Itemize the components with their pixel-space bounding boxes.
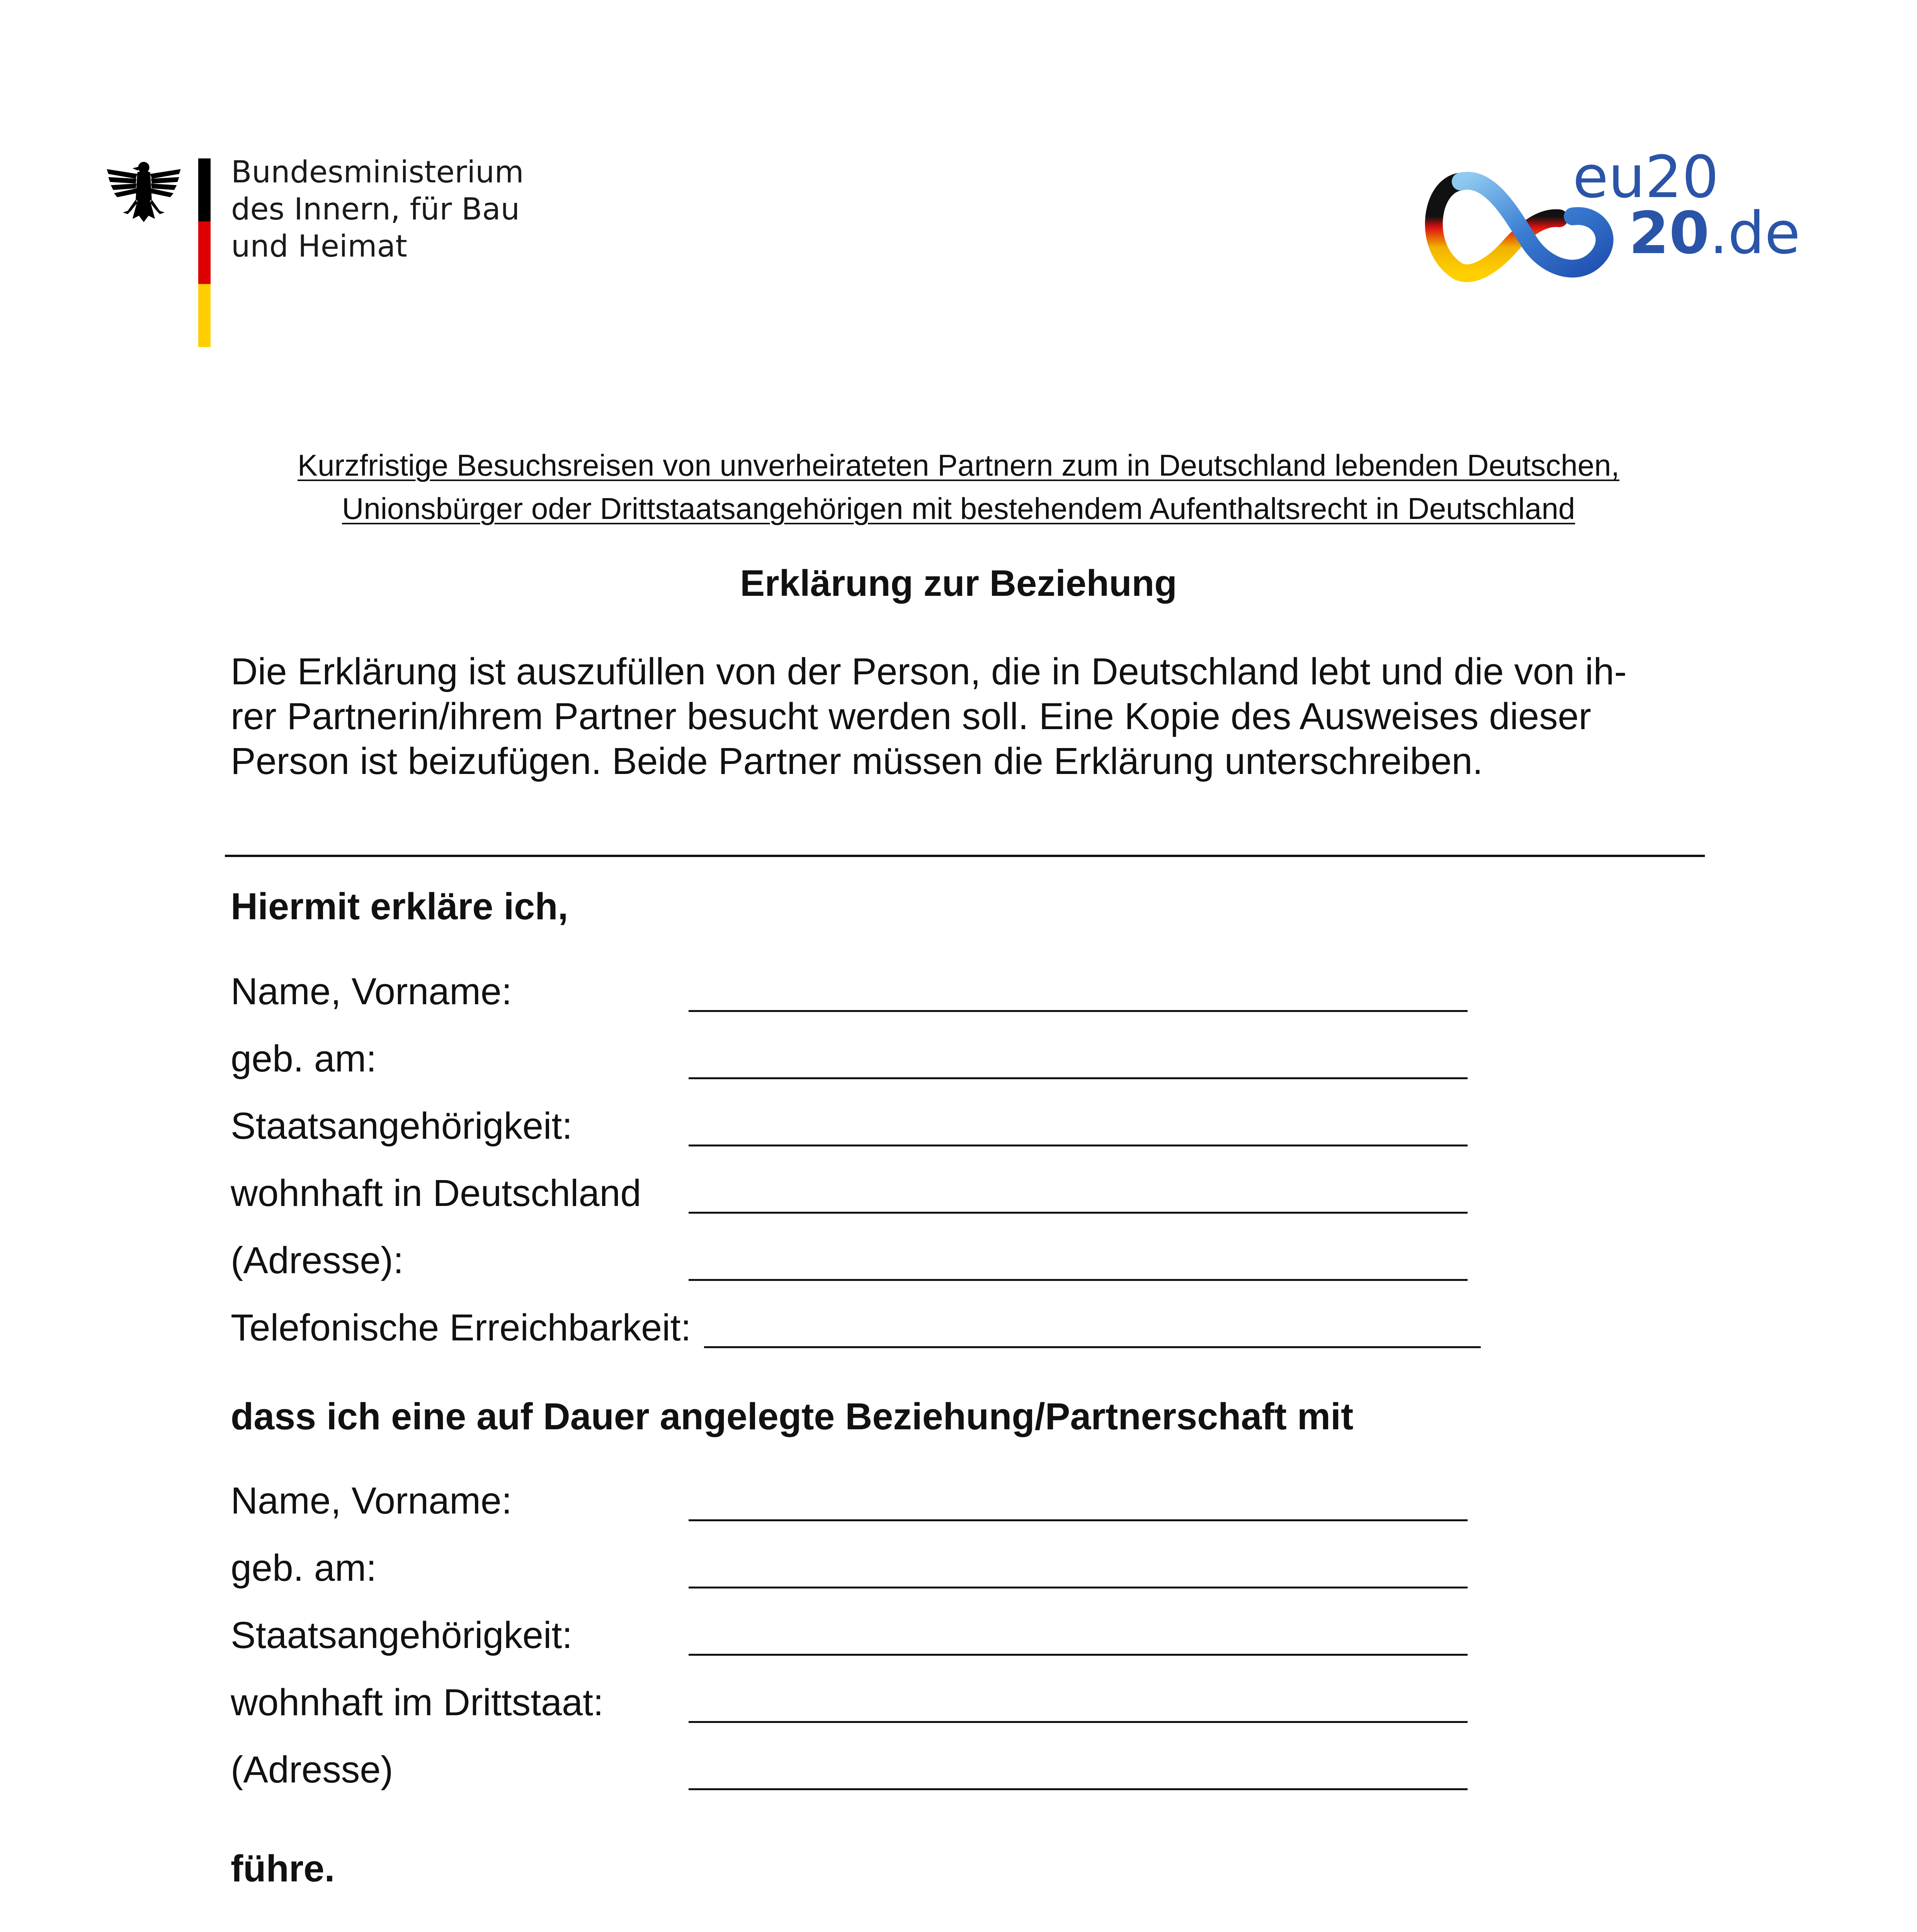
intro-line-3: Person ist beizufügen. Beide Partner müssen die Erklärung unterschreiben. [231,740,1483,782]
field-line-residence-germany[interactable] [689,1212,1468,1214]
partner-label-nationality: Staatsangehörigkeit: [231,1614,573,1656]
section1-heading: Hiermit erkläre ich, [231,885,568,927]
document-title: Erklärung zur Beziehung [740,563,1177,604]
field-label-name: Name, Vorname: [231,970,512,1012]
eu-logo-line2 [1629,200,1800,267]
separator-line [225,855,1705,857]
eu-logo-line2-bold: 20 [1629,200,1709,267]
partner-label-address: (Adresse) [231,1748,393,1791]
partner-label-birthdate: geb. am: [231,1547,377,1589]
partner-line-name[interactable] [689,1519,1468,1521]
eu-logo-line2-regular: .de [1709,200,1800,267]
partner-line-nationality[interactable] [689,1654,1468,1656]
field-line-address[interactable] [689,1279,1468,1281]
partner-label-residence-third-country: wohnhaft im Drittstaat: [231,1681,604,1723]
field-line-nationality[interactable] [689,1145,1468,1146]
ministry-line-2: des Innern, für Bau [231,192,520,227]
section2-heading: dass ich eine auf Dauer angelegte Beziehung/Partnerschaft mit [231,1395,1354,1437]
field-label-birthdate: geb. am: [231,1037,377,1080]
field-label-phone: Telefonische Erreichbarkeit: [231,1306,691,1349]
intro-paragraph [231,649,1722,784]
intro-line-2: rer Partnerin/ihrem Partner besucht werden soll. Eine Kopie des Ausweises dieser [231,695,1591,737]
german-flag-bar [198,158,211,347]
partner-line-residence-third-country[interactable] [689,1721,1468,1723]
field-label-address: (Adresse): [231,1239,404,1281]
intro-line-1: Die Erklärung ist auszufüllen von der Person, die in Deutschland lebt und die von ih- [231,650,1627,692]
field-label-residence-germany: wohnhaft in Deutschland [231,1172,641,1214]
document-subtitle [0,444,1917,530]
eu-logo-line1: eu20 [1573,147,1719,211]
flag-black-stripe [198,158,211,221]
field-line-phone[interactable] [704,1346,1481,1348]
partner-line-birthdate[interactable] [689,1587,1468,1588]
ministry-line-3: und Heimat [231,229,407,264]
partner-line-address[interactable] [689,1788,1468,1790]
field-line-birthdate[interactable] [689,1077,1468,1079]
eu2020-logo [1414,147,1801,294]
field-label-nationality: Staatsangehörigkeit: [231,1105,573,1147]
federal-eagle-icon [104,153,184,233]
fuehre-text: führe. [231,1847,335,1889]
flag-gold-stripe [198,284,211,347]
partner-label-name: Name, Vorname: [231,1480,512,1522]
ministry-line-1: Bundesministerium [231,155,524,190]
flag-red-stripe [198,221,211,284]
ministry-name [231,154,524,265]
subtitle-line-1: Kurzfristige Besuchsreisen von unverheirateten Partnern zum in Deutschland lebenden Deutschen, [298,448,1619,482]
subtitle-line-2: Unionsbürger oder Drittstaatsangehörigen mit bestehendem Aufenthaltsrecht in Deutschland [342,492,1575,526]
field-line-name[interactable] [689,1010,1468,1012]
